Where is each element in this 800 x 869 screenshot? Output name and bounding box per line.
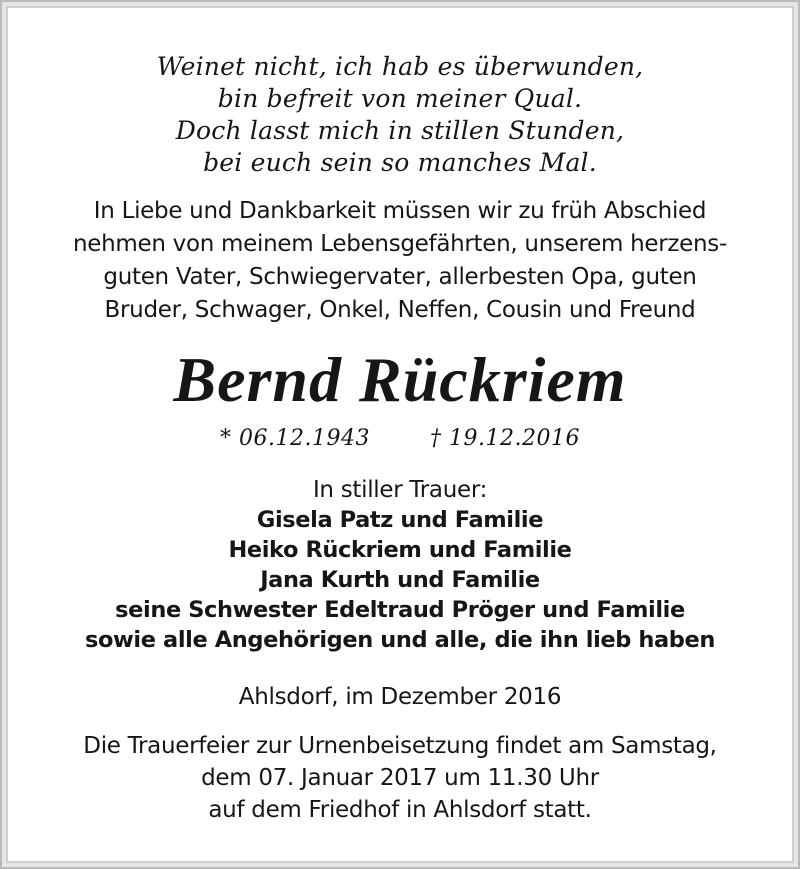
mourner-entry: Gisela Patz und Familie <box>256 507 544 533</box>
poem-line: bin befreit von meiner Qual. <box>217 84 583 113</box>
death-date: † 19.12.2016 <box>430 426 580 451</box>
mourner-entry: sowie alle Angehörigen und alle, die ihn lieb haben <box>85 627 715 653</box>
poem-line: Weinet nicht, ich hab es überwunden, <box>156 52 644 81</box>
deceased-name: Bernd Rückriem <box>173 344 627 415</box>
mourner-entry: seine Schwester Edeltraud Pröger und Familie <box>115 597 685 623</box>
ceremony-line: Die Trauerfeier zur Urnenbeisetzung findet am Samstag, <box>83 733 717 759</box>
ceremony-line: auf dem Friedhof in Ahlsdorf statt. <box>208 797 592 823</box>
intro-line: Bruder, Schwager, Onkel, Neffen, Cousin und Freund <box>104 297 696 323</box>
mourner-entry: Jana Kurth und Familie <box>260 567 540 593</box>
intro-line: In Liebe und Dankbarkeit müssen wir zu früh Abschied <box>93 198 707 224</box>
ceremony-line: dem 07. Januar 2017 um 11.30 Uhr <box>201 765 599 791</box>
mourner-entry: Heiko Rückriem und Familie <box>228 537 572 563</box>
place-date: Ahlsdorf, im Dezember 2016 <box>238 684 562 710</box>
intro-line: nehmen von meinem Lebensgefährten, unserem herzens- <box>73 231 727 257</box>
mourners-heading: In stiller Trauer: <box>312 477 488 503</box>
poem-line: bei euch sein so manches Mal. <box>203 148 597 177</box>
birth-date: * 06.12.1943 <box>220 426 370 451</box>
life-dates <box>0 426 800 451</box>
intro-line: guten Vater, Schwiegervater, allerbesten Opa, guten <box>103 264 697 290</box>
poem-line: Doch lasst mich in stillen Stunden, <box>175 116 625 145</box>
